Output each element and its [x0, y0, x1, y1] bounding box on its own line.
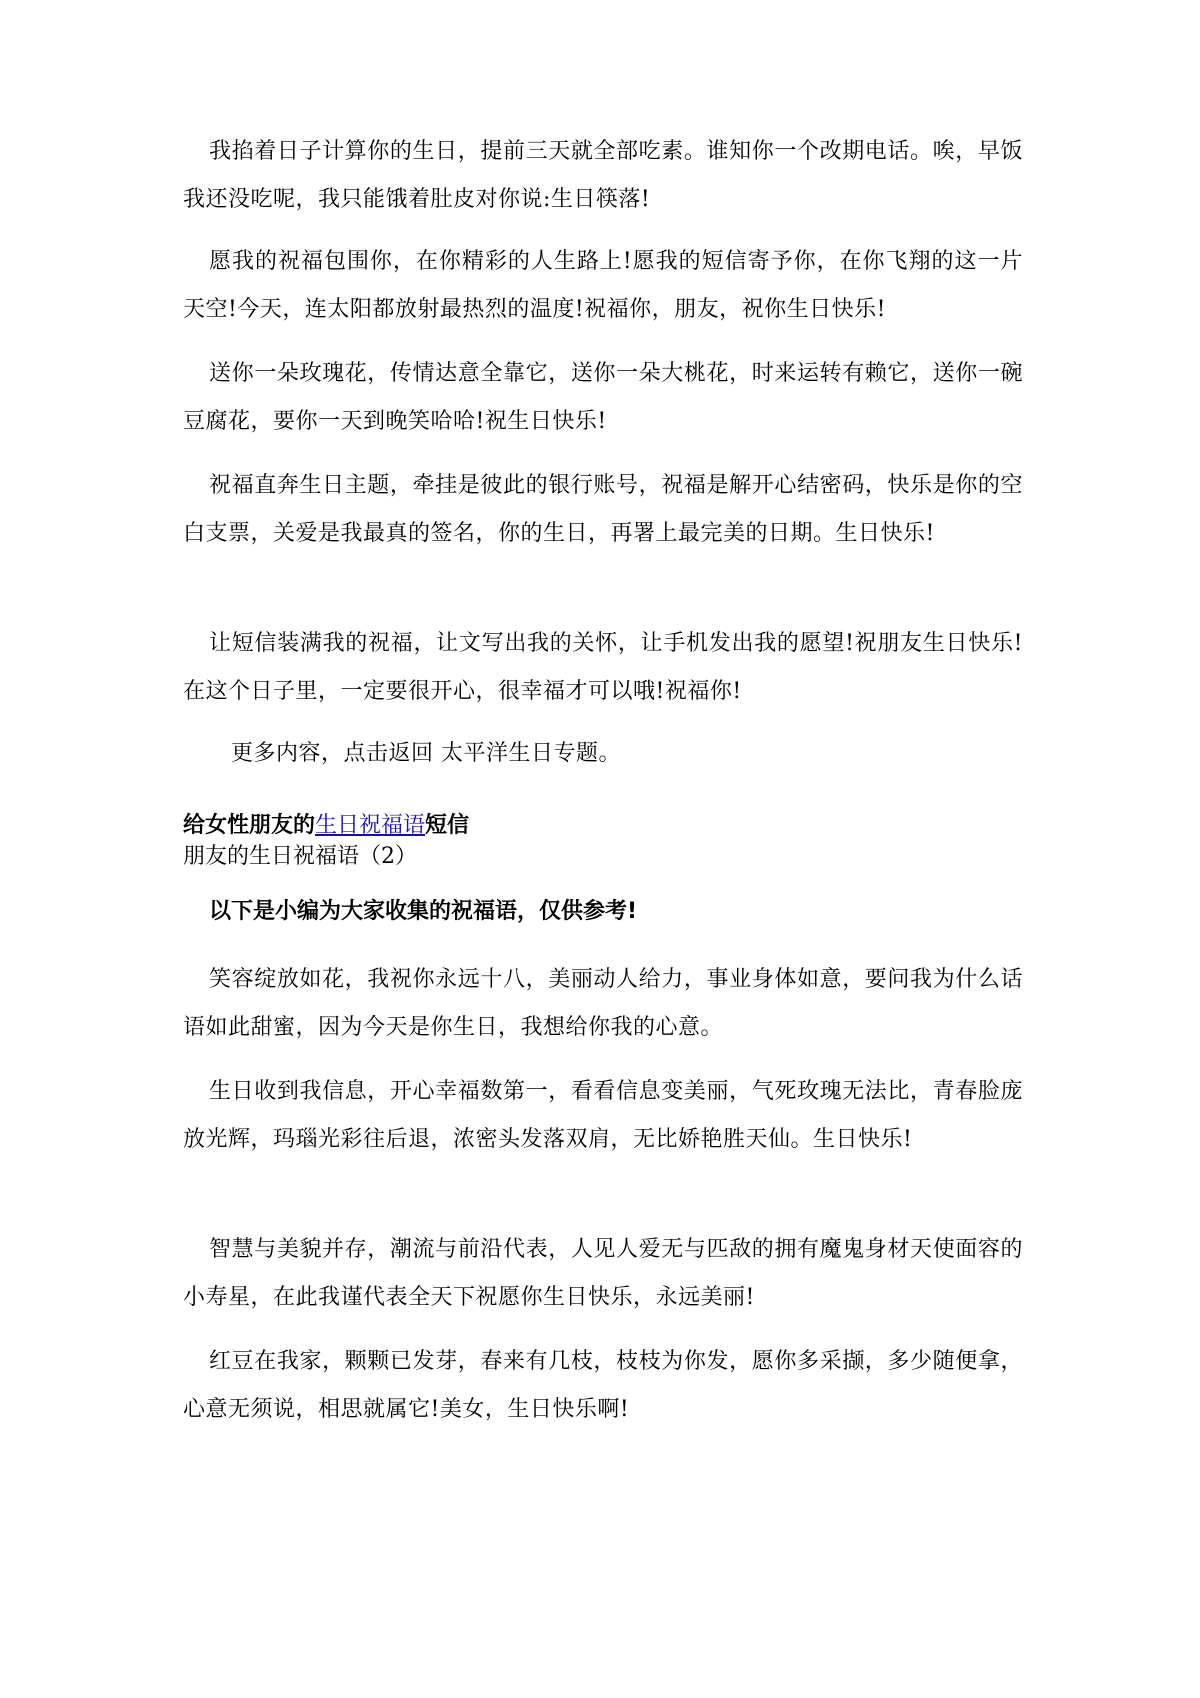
- section-heading: [183, 812, 469, 840]
- paragraph-7: 生日收到我信息，开心幸福数第一，看看信息变美丽，气死玫瑰无法比，青春脸庞放光辉，玛瑙光彩往后退，浓密头发落双肩，无比娇艳胜天仙。生日快乐!: [183, 1079, 1023, 1152]
- paragraph-4: 祝福直奔生日主题，牵挂是彼此的银行账号，祝福是解开心结密码，快乐是你的空白支票，关爱是我最真的签名，你的生日，再署上最完美的日期。生日快乐!: [183, 473, 1023, 546]
- heading-prefix: 给女性朋友的: [183, 813, 316, 838]
- paragraph-3: 送你一朵玫瑰花，传情达意全靠它，送你一朵大桃花，时来运转有赖它，送你一碗豆腐花，要你一天到晚笑哈哈!祝生日快乐!: [183, 361, 1023, 434]
- section-subheading: 朋友的生日祝福语（2）: [183, 844, 417, 869]
- more-content-line: 更多内容，点击返回 太平洋生日专题。: [231, 741, 621, 766]
- heading-suffix: 短信: [425, 813, 470, 838]
- paragraph-5: 让短信装满我的祝福，让文写出我的关怀，让手机发出我的愿望!祝朋友生日快乐!在这个日子里，一定要很开心，很幸福才可以哦!祝福你!: [183, 631, 1023, 704]
- paragraph-6: 笑容绽放如花，我祝你永远十八，美丽动人给力，事业身体如意，要问我为什么话语如此甜蜜，因为今天是你生日，我想给你我的心意。: [183, 967, 1023, 1040]
- paragraph-2: 愿我的祝福包围你，在你精彩的人生路上!愿我的短信寄予你，在你飞翔的这一片天空!今天，连太阳都放射最热烈的温度!祝福你，朋友，祝你生日快乐!: [183, 249, 1023, 322]
- intro-line: 以下是小编为大家收集的祝福语，仅供参考!: [209, 899, 638, 924]
- paragraph-1: 我掐着日子计算你的生日，提前三天就全部吃素。谁知你一个改期电话。唉，早饭我还没吃呢，我只能饿着肚皮对你说:生日筷落!: [183, 139, 1023, 212]
- paragraph-8: 智慧与美貌并存，潮流与前沿代表，人见人爱无与匹敌的拥有魔鬼身材天使面容的小寿星，在此我谨代表全天下祝愿你生日快乐，永远美丽!: [183, 1237, 1023, 1310]
- birthday-wishes-link[interactable]: 生日祝福语: [315, 813, 426, 838]
- paragraph-9: 红豆在我家，颗颗已发芽，春来有几枝，枝枝为你发，愿你多采撷，多少随便拿，心意无须说，相思就属它!美女，生日快乐啊!: [183, 1349, 1023, 1422]
